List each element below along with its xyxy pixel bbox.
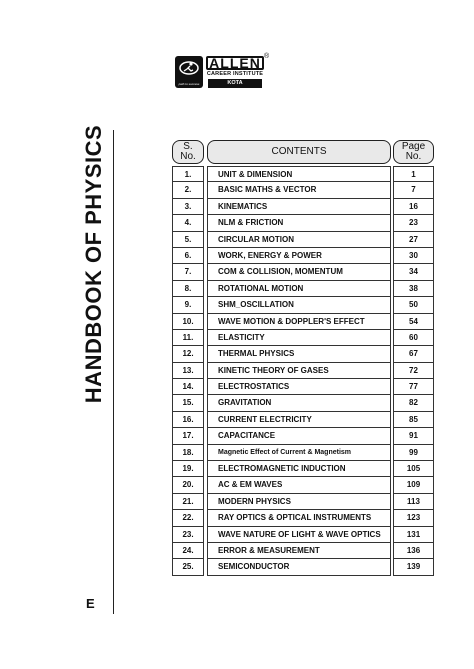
row-topic: SHM_OSCILLATION [207, 297, 391, 313]
row-sno: 12. [172, 346, 204, 362]
row-topic: WAVE NATURE OF LIGHT & WAVE OPTICS [207, 527, 391, 543]
table-row [172, 559, 434, 575]
row-page: 139 [393, 559, 434, 575]
row-page: 34 [393, 264, 434, 280]
logo-institute: CAREER INSTITUTE [206, 71, 264, 77]
row-sno: 18. [172, 445, 204, 461]
registered-mark: ® [264, 53, 270, 60]
row-topic: Magnetic Effect of Current & Magnetism [207, 445, 391, 461]
logo-tagline: path to success [178, 82, 200, 86]
table-row [172, 445, 434, 461]
corner-letter: E [86, 596, 95, 611]
table-row [172, 379, 434, 395]
row-sno: 19. [172, 461, 204, 477]
row-page: 38 [393, 281, 434, 297]
header-contents: CONTENTS [207, 140, 391, 164]
margin-divider [113, 130, 114, 614]
header-sno: S. No. [172, 140, 204, 164]
table-row [172, 330, 434, 346]
row-sno: 2. [172, 182, 204, 198]
row-page: 67 [393, 346, 434, 362]
row-sno: 11. [172, 330, 204, 346]
allen-logo [175, 53, 270, 95]
row-topic: ELASTICITY [207, 330, 391, 346]
table-row [172, 297, 434, 313]
row-sno: 10. [172, 314, 204, 330]
row-topic: THERMAL PHYSICS [207, 346, 391, 362]
row-topic: ELECTROMAGNETIC INDUCTION [207, 461, 391, 477]
table-row [172, 248, 434, 264]
table-row [172, 510, 434, 526]
row-topic: WAVE MOTION & DOPPLER'S EFFECT [207, 314, 391, 330]
row-page: 85 [393, 412, 434, 428]
row-sno: 6. [172, 248, 204, 264]
table-row [172, 264, 434, 280]
row-page: 16 [393, 199, 434, 215]
row-page: 82 [393, 395, 434, 411]
row-sno: 1. [172, 166, 204, 182]
row-page: 77 [393, 379, 434, 395]
row-page: 123 [393, 510, 434, 526]
row-page: 113 [393, 494, 434, 510]
row-sno: 23. [172, 527, 204, 543]
row-topic: ELECTROSTATICS [207, 379, 391, 395]
row-page: 72 [393, 363, 434, 379]
row-sno: 4. [172, 215, 204, 231]
row-page: 60 [393, 330, 434, 346]
row-page: 7 [393, 182, 434, 198]
row-topic: RAY OPTICS & OPTICAL INSTRUMENTS [207, 510, 391, 526]
row-sno: 17. [172, 428, 204, 444]
row-sno: 21. [172, 494, 204, 510]
row-sno: 13. [172, 363, 204, 379]
row-page: 50 [393, 297, 434, 313]
row-sno: 8. [172, 281, 204, 297]
row-page: 91 [393, 428, 434, 444]
row-page: 1 [393, 166, 434, 182]
contents-table [172, 166, 434, 576]
handbook-title: HANDBOOK OF PHYSICS [81, 124, 106, 404]
table-row [172, 346, 434, 362]
table-row [172, 412, 434, 428]
row-page: 109 [393, 477, 434, 493]
row-topic: SEMICONDUCTOR [207, 559, 391, 575]
row-sno: 15. [172, 395, 204, 411]
row-sno: 7. [172, 264, 204, 280]
logo-location: KOTA (RAJASTHAN) [208, 79, 262, 88]
runner-emblem-icon [175, 56, 203, 88]
row-sno: 14. [172, 379, 204, 395]
row-sno: 3. [172, 199, 204, 215]
row-topic: ERROR & MEASUREMENT [207, 543, 391, 559]
table-row [172, 314, 434, 330]
table-row [172, 428, 434, 444]
table-row [172, 477, 434, 493]
row-topic: NLM & FRICTION [207, 215, 391, 231]
row-page: 136 [393, 543, 434, 559]
row-page: 27 [393, 232, 434, 248]
row-page: 54 [393, 314, 434, 330]
table-row [172, 199, 434, 215]
row-page: 99 [393, 445, 434, 461]
row-topic: AC & EM WAVES [207, 477, 391, 493]
row-topic: BASIC MATHS & VECTOR [207, 182, 391, 198]
logo-brand: ALLEN [206, 56, 264, 70]
table-row [172, 166, 434, 182]
row-topic: CURRENT ELECTRICITY [207, 412, 391, 428]
row-topic: KINEMATICS [207, 199, 391, 215]
row-page: 30 [393, 248, 434, 264]
header-page-no: Page No. [393, 140, 434, 164]
table-row [172, 232, 434, 248]
table-row [172, 543, 434, 559]
row-topic: UNIT & DIMENSION [207, 166, 391, 182]
table-row [172, 527, 434, 543]
row-page: 131 [393, 527, 434, 543]
row-sno: 5. [172, 232, 204, 248]
row-sno: 25. [172, 559, 204, 575]
table-row [172, 461, 434, 477]
row-page: 23 [393, 215, 434, 231]
table-row [172, 363, 434, 379]
row-page: 105 [393, 461, 434, 477]
row-sno: 16. [172, 412, 204, 428]
row-sno: 24. [172, 543, 204, 559]
row-topic: KINETIC THEORY OF GASES [207, 363, 391, 379]
row-topic: MODERN PHYSICS [207, 494, 391, 510]
table-row [172, 395, 434, 411]
row-sno: 20. [172, 477, 204, 493]
table-row [172, 281, 434, 297]
row-topic: COM & COLLISION, MOMENTUM [207, 264, 391, 280]
row-sno: 9. [172, 297, 204, 313]
table-row [172, 182, 434, 198]
table-row [172, 494, 434, 510]
row-topic: ROTATIONAL MOTION [207, 281, 391, 297]
table-row [172, 215, 434, 231]
row-topic: WORK, ENERGY & POWER [207, 248, 391, 264]
row-sno: 22. [172, 510, 204, 526]
row-topic: CIRCULAR MOTION [207, 232, 391, 248]
row-topic: GRAVITATION [207, 395, 391, 411]
row-topic: CAPACITANCE [207, 428, 391, 444]
